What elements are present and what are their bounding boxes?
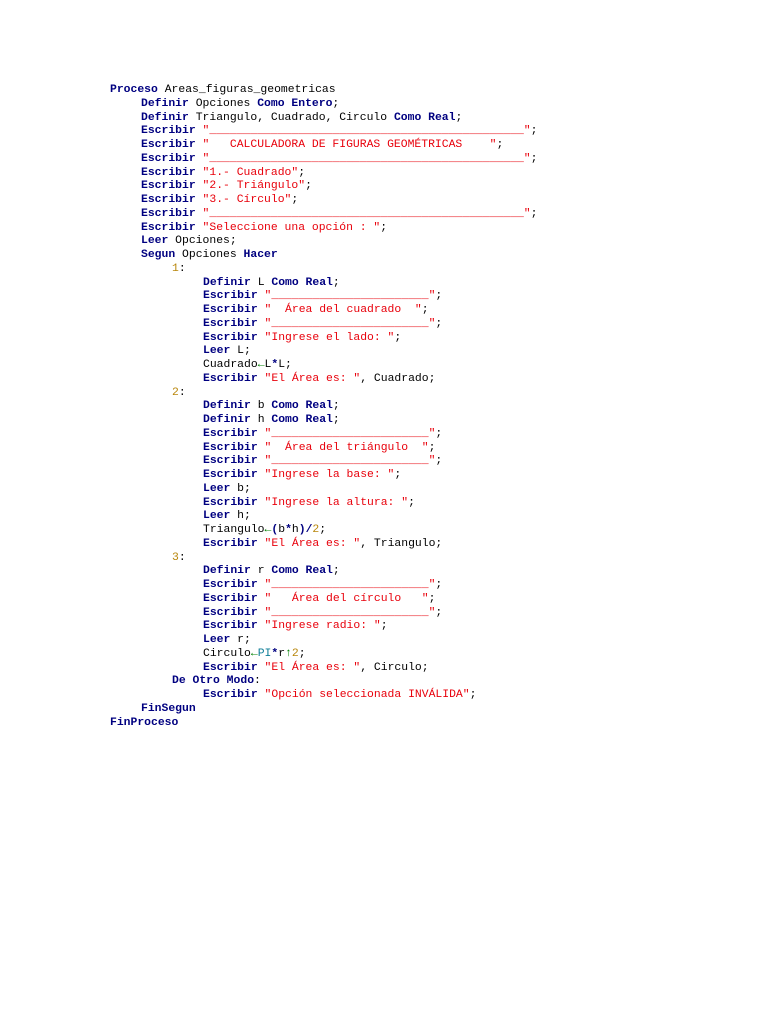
code-line	[110, 277, 537, 291]
string-literal: " Área del círculo "	[257, 592, 429, 605]
operator: ↑	[285, 647, 292, 660]
code-line	[110, 345, 537, 359]
code-line	[110, 455, 537, 469]
identifier: ;	[380, 221, 388, 234]
code-line	[110, 538, 537, 552]
identifier: , Circulo;	[360, 661, 429, 674]
code-line	[110, 717, 537, 731]
string-literal: "______________________________________________"	[195, 152, 531, 165]
identifier: , Cuadrado;	[360, 372, 436, 385]
string-literal: "El Área es: "	[257, 661, 361, 674]
identifier: r	[250, 565, 272, 578]
identifier: ;	[305, 180, 312, 193]
string-literal: "2.- Triángulo"	[195, 180, 306, 193]
identifier: Areas_figuras_geometricas	[157, 84, 336, 96]
code-line	[110, 703, 537, 717]
identifier: :	[254, 675, 261, 688]
string-literal: "______________________________________________"	[195, 207, 531, 220]
code-line	[110, 332, 537, 346]
identifier: ;	[435, 290, 443, 303]
identifier: h;	[230, 510, 251, 523]
code-line	[110, 510, 537, 524]
keyword: Leer	[141, 235, 169, 248]
code-line	[110, 180, 537, 194]
identifier: ;	[469, 689, 477, 701]
code-line	[110, 552, 537, 566]
keyword: Escribir	[141, 180, 196, 193]
keyword: Escribir	[141, 139, 196, 151]
identifier: ;	[435, 606, 443, 619]
identifier: ;	[298, 166, 306, 179]
code-line	[110, 167, 537, 181]
string-literal: "Ingrese el lado: "	[257, 331, 395, 344]
code-line	[110, 359, 537, 373]
code-line	[110, 98, 537, 112]
identifier: ;	[332, 414, 340, 426]
number-literal: 2	[172, 386, 179, 399]
keyword: Definir	[203, 400, 251, 413]
keyword: Escribir	[203, 455, 258, 468]
identifier: Circulo	[203, 647, 251, 660]
identifier: h	[291, 524, 299, 536]
identifier: Opciones;	[168, 235, 237, 248]
identifier: r;	[230, 634, 251, 646]
keyword: De Otro Modo	[172, 675, 255, 688]
code-line	[110, 249, 537, 263]
keyword: Escribir	[203, 317, 258, 330]
operator: ←	[250, 647, 258, 660]
identifier: ;	[428, 592, 436, 605]
identifier: ;	[530, 207, 538, 220]
string-literal: "_______________________"	[257, 290, 436, 303]
keyword: Leer	[203, 634, 231, 646]
number-literal: 3	[172, 551, 179, 564]
keyword: Hacer	[243, 249, 278, 261]
string-literal: "Ingrese la altura: "	[257, 496, 409, 509]
code-line	[110, 414, 537, 428]
number-literal: 2	[291, 647, 299, 660]
code-line	[110, 607, 537, 621]
identifier: Cuadrado	[203, 359, 258, 371]
keyword: Escribir	[141, 207, 196, 220]
identifier: ;	[291, 194, 299, 206]
code-line	[110, 208, 537, 222]
string-literal: " Área del cuadrado "	[257, 304, 422, 316]
string-literal: "_______________________"	[257, 606, 436, 619]
keyword: Escribir	[203, 579, 258, 591]
identifier: ;	[394, 469, 402, 481]
operator: ←	[264, 524, 272, 536]
string-literal: "______________________________________________"	[195, 125, 531, 138]
code-line	[110, 125, 537, 139]
code-line	[110, 387, 537, 401]
string-literal: "_______________________"	[257, 455, 436, 468]
keyword: Escribir	[203, 496, 258, 509]
identifier: ;	[298, 647, 306, 660]
identifier: b;	[230, 482, 251, 495]
identifier: b	[250, 400, 272, 413]
code-line	[110, 442, 537, 456]
keyword: Como Real	[271, 400, 333, 413]
identifier: ;	[496, 139, 504, 151]
identifier: ;	[530, 125, 538, 138]
keyword: Escribir	[203, 620, 258, 633]
identifier: ;	[332, 565, 340, 578]
code-line	[110, 235, 537, 249]
operator: ←	[257, 359, 265, 371]
code-line	[110, 634, 537, 648]
keyword: Escribir	[141, 194, 196, 206]
keyword: Escribir	[203, 537, 258, 550]
keyword: Escribir	[203, 331, 258, 344]
number-literal: 1	[172, 262, 179, 275]
identifier: ;	[435, 317, 443, 330]
code-line	[110, 373, 537, 387]
keyword: )/	[298, 524, 313, 536]
identifier: :	[178, 262, 186, 275]
keyword: Escribir	[203, 469, 258, 481]
keyword: Escribir	[203, 689, 258, 701]
keyword: Escribir	[203, 304, 258, 316]
keyword: Definir	[203, 414, 251, 426]
code-line	[110, 483, 537, 497]
identifier: ;	[319, 524, 327, 536]
keyword: Escribir	[203, 290, 258, 303]
keyword: Segun	[141, 249, 176, 261]
code-line	[110, 112, 537, 126]
code-line	[110, 648, 537, 662]
code-line	[110, 84, 537, 98]
keyword: Como Real	[393, 111, 456, 124]
identifier: ;	[435, 579, 443, 591]
code-line	[110, 400, 537, 414]
keyword: FinProceso	[110, 716, 179, 729]
keyword: Escribir	[203, 661, 258, 674]
code-line	[110, 579, 537, 593]
identifier: :	[178, 386, 186, 399]
keyword: Escribir	[203, 372, 258, 385]
keyword: Como Real	[271, 414, 333, 426]
code-line	[110, 469, 537, 483]
identifier: ;	[455, 111, 463, 124]
string-literal: "_______________________"	[257, 579, 436, 591]
identifier: L	[264, 359, 272, 371]
pseudocode-listing	[110, 84, 537, 730]
keyword: (	[271, 524, 279, 536]
number-literal: 2	[312, 524, 320, 536]
identifier: ;	[435, 427, 443, 440]
identifier: :	[178, 551, 186, 564]
string-literal: "Opción seleccionada INVÁLIDA"	[257, 689, 470, 701]
keyword: Definir	[141, 111, 189, 124]
identifier: Opciones	[175, 249, 244, 261]
string-literal: " CALCULADORA DE FIGURAS GEOMÉTRICAS "	[195, 139, 497, 151]
keyword: Escribir	[141, 221, 196, 234]
keyword: Definir	[203, 276, 251, 289]
identifier: ;	[408, 496, 415, 509]
code-line	[110, 318, 537, 332]
keyword: Definir	[141, 97, 189, 110]
string-literal: "Ingrese radio: "	[257, 620, 381, 633]
identifier: ;	[380, 620, 388, 633]
string-literal: "_______________________"	[257, 427, 436, 440]
identifier: ;	[421, 304, 429, 316]
keyword: Escribir	[203, 427, 258, 440]
code-line	[110, 153, 537, 167]
code-line	[110, 497, 537, 511]
keyword: Proceso	[110, 84, 158, 96]
keyword: Como Real	[271, 565, 333, 578]
keyword: FinSegun	[141, 702, 196, 715]
code-line	[110, 689, 537, 703]
code-line	[110, 675, 537, 689]
keyword: Escribir	[203, 592, 258, 605]
code-line	[110, 662, 537, 676]
identifier: L;	[278, 359, 292, 371]
identifier: h	[250, 414, 272, 426]
keyword: *	[271, 359, 279, 371]
keyword: Como Entero	[257, 97, 333, 110]
identifier: Opciones	[188, 97, 258, 110]
identifier: L;	[230, 345, 251, 358]
keyword: Definir	[203, 565, 251, 578]
identifier: Triangulo, Cuadrado, Circulo	[188, 111, 394, 124]
keyword: Como Real	[271, 276, 333, 289]
code-line	[110, 263, 537, 277]
code-line	[110, 290, 537, 304]
string-literal: "3.- Círculo"	[195, 194, 292, 206]
code-line	[110, 222, 537, 236]
string-literal: "El Área es: "	[257, 537, 361, 550]
constant: PI	[257, 647, 272, 660]
code-line	[110, 428, 537, 442]
code-line	[110, 593, 537, 607]
code-line	[110, 304, 537, 318]
code-line	[110, 620, 537, 634]
identifier: r	[278, 647, 286, 660]
string-literal: "Seleccione una opción : "	[195, 221, 381, 234]
identifier: , Triangulo;	[360, 537, 443, 550]
code-line	[110, 524, 537, 538]
string-literal: " Área del triángulo "	[257, 441, 429, 454]
identifier: ;	[332, 97, 340, 110]
keyword: Escribir	[141, 125, 196, 138]
keyword: Leer	[203, 482, 231, 495]
identifier: ;	[530, 152, 538, 165]
keyword: *	[285, 524, 292, 536]
string-literal: "1.- Cuadrado"	[195, 166, 299, 179]
identifier: ;	[428, 441, 436, 454]
identifier: L	[250, 276, 272, 289]
identifier: ;	[332, 400, 340, 413]
string-literal: "_______________________"	[257, 317, 436, 330]
identifier: ;	[332, 276, 340, 289]
keyword: Escribir	[141, 166, 196, 179]
keyword: Escribir	[203, 441, 258, 454]
identifier: ;	[394, 331, 402, 344]
code-line	[110, 139, 537, 153]
string-literal: "Ingrese la base: "	[257, 469, 395, 481]
code-line	[110, 194, 537, 208]
identifier: b	[278, 524, 286, 536]
identifier: Triangulo	[203, 524, 265, 536]
string-literal: "El Área es: "	[257, 372, 361, 385]
keyword: Leer	[203, 345, 231, 358]
keyword: *	[271, 647, 279, 660]
identifier: ;	[435, 455, 443, 468]
keyword: Leer	[203, 510, 231, 523]
keyword: Escribir	[203, 606, 258, 619]
keyword: Escribir	[141, 152, 196, 165]
code-line	[110, 565, 537, 579]
